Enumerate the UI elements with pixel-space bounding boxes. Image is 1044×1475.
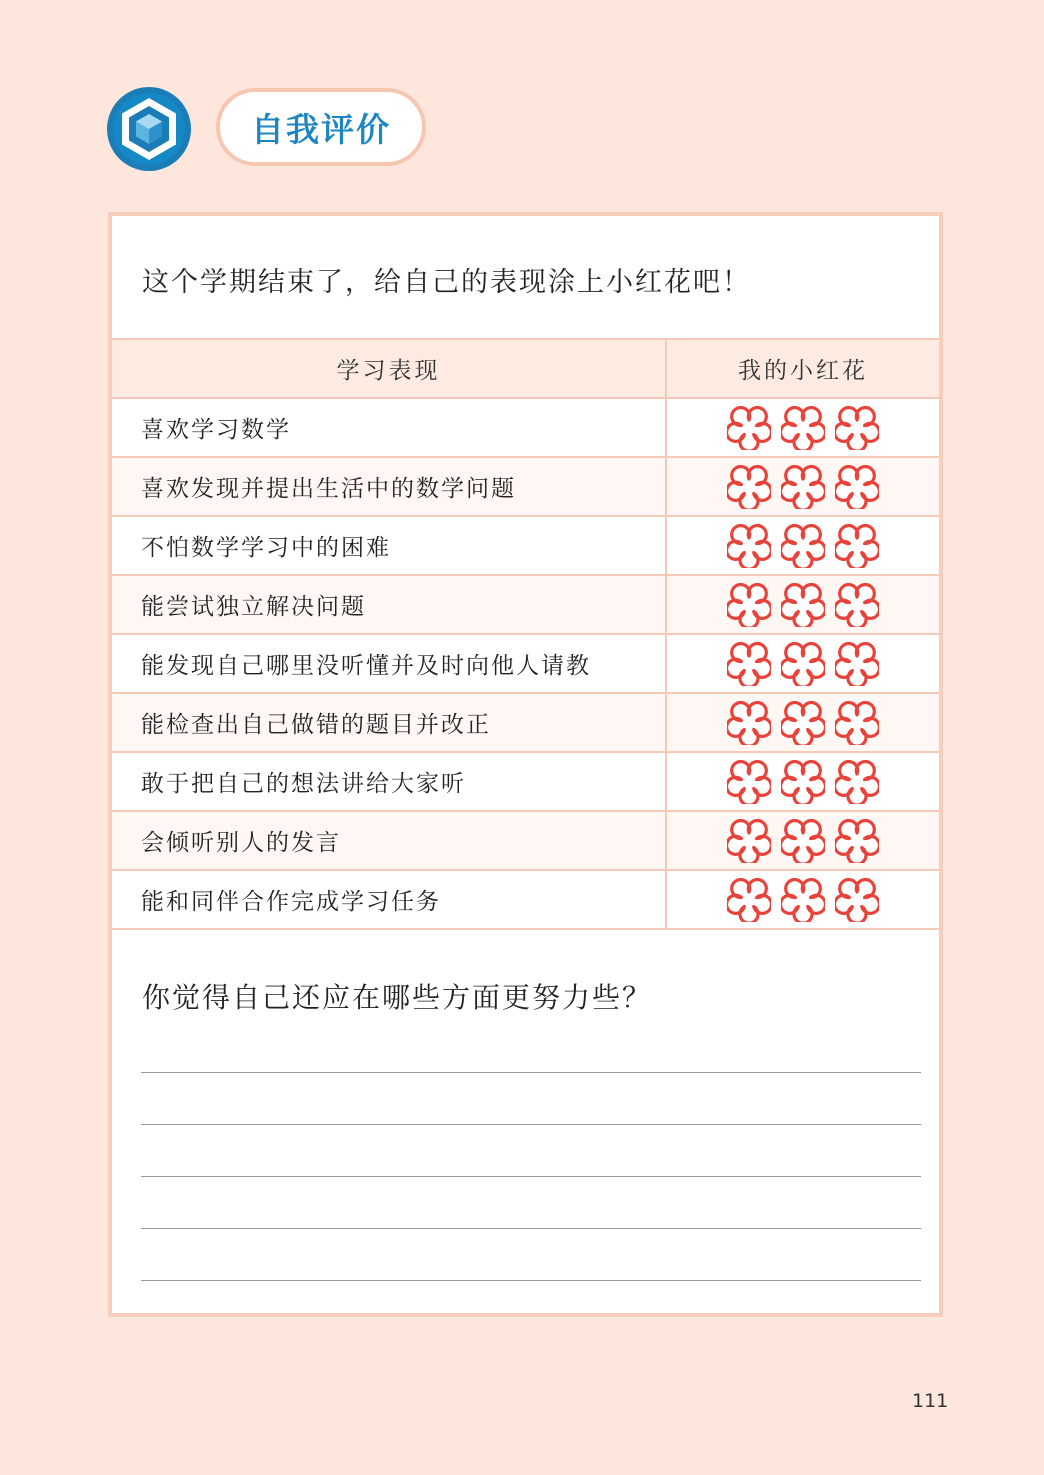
flower-outline-icon[interactable] [835, 819, 879, 863]
flower-outline-icon[interactable] [835, 583, 879, 627]
page-number: 111 [912, 1390, 949, 1412]
table-row [112, 575, 939, 634]
cube-badge-icon [106, 86, 192, 172]
flower-outline-icon[interactable] [727, 465, 771, 509]
flower-outline-icon[interactable] [727, 406, 771, 450]
section-title: 自我评价 [251, 109, 391, 149]
flower-outline-icon[interactable] [727, 524, 771, 568]
flower-outline-icon[interactable] [835, 642, 879, 686]
flower-outline-icon[interactable] [781, 819, 825, 863]
performance-item: 能发现自己哪里没听懂并及时向他人请教 [112, 634, 666, 693]
table-row [112, 457, 939, 516]
flower-outline-icon[interactable] [727, 642, 771, 686]
table-row [112, 811, 939, 870]
performance-item: 能和同伴合作完成学习任务 [112, 870, 666, 929]
section-title-pill [216, 88, 426, 166]
column-header-flowers: 我的小红花 [666, 339, 939, 398]
flower-outline-icon[interactable] [781, 524, 825, 568]
flower-outline-icon[interactable] [781, 760, 825, 804]
answer-line[interactable] [141, 1124, 921, 1125]
flower-cell [666, 870, 939, 929]
flower-outline-icon[interactable] [781, 701, 825, 745]
table-row [112, 752, 939, 811]
flower-cell [666, 516, 939, 575]
answer-line[interactable] [141, 1280, 921, 1281]
flower-outline-icon[interactable] [727, 701, 771, 745]
flower-outline-icon[interactable] [727, 819, 771, 863]
flower-outline-icon[interactable] [781, 878, 825, 922]
flower-cell [666, 398, 939, 457]
performance-item: 能检查出自己做错的题目并改正 [112, 693, 666, 752]
flower-cell [666, 457, 939, 516]
reflection-question: 你觉得自己还应在哪些方面更努力些？ [142, 981, 653, 1014]
self-evaluation-card [108, 212, 943, 1317]
table-row [112, 516, 939, 575]
table-row [112, 398, 939, 457]
flower-outline-icon[interactable] [835, 524, 879, 568]
performance-item: 不怕数学学习中的困难 [112, 516, 666, 575]
table-row [112, 870, 939, 929]
performance-item: 喜欢发现并提出生活中的数学问题 [112, 457, 666, 516]
flower-outline-icon[interactable] [781, 583, 825, 627]
performance-item: 敢于把自己的想法讲给大家听 [112, 752, 666, 811]
flower-cell [666, 634, 939, 693]
flower-outline-icon[interactable] [727, 878, 771, 922]
answer-line[interactable] [141, 1176, 921, 1177]
performance-item: 喜欢学习数学 [112, 398, 666, 457]
flower-cell [666, 752, 939, 811]
flower-cell [666, 693, 939, 752]
flower-outline-icon[interactable] [835, 760, 879, 804]
flower-outline-icon[interactable] [727, 583, 771, 627]
flower-outline-icon[interactable] [835, 878, 879, 922]
column-header-performance: 学习表现 [112, 339, 666, 398]
performance-item: 能尝试独立解决问题 [112, 575, 666, 634]
flower-outline-icon[interactable] [781, 642, 825, 686]
evaluation-table [112, 338, 939, 930]
table-row [112, 693, 939, 752]
answer-line[interactable] [141, 1228, 921, 1229]
flower-outline-icon[interactable] [727, 760, 771, 804]
flower-outline-icon[interactable] [835, 406, 879, 450]
flower-outline-icon[interactable] [781, 465, 825, 509]
flower-outline-icon[interactable] [781, 406, 825, 450]
table-row [112, 634, 939, 693]
flower-cell [666, 811, 939, 870]
answer-line[interactable] [141, 1072, 921, 1073]
flower-cell [666, 575, 939, 634]
performance-item: 会倾听别人的发言 [112, 811, 666, 870]
flower-outline-icon[interactable] [835, 465, 879, 509]
flower-outline-icon[interactable] [835, 701, 879, 745]
intro-text: 这个学期结束了，给自己的表现涂上小红花吧！ [142, 267, 751, 298]
